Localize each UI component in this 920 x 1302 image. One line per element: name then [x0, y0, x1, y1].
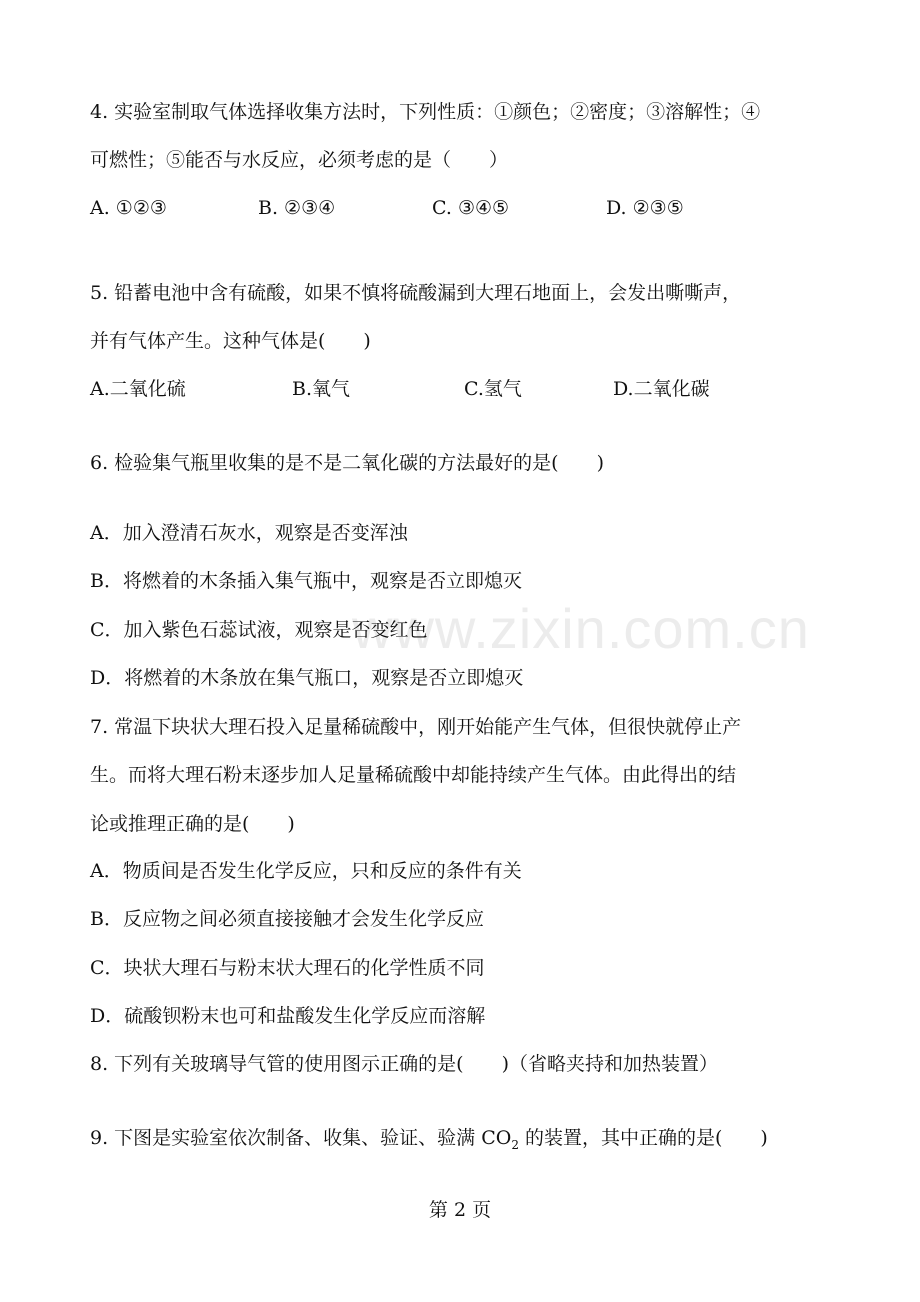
q4-line1: 4. 实验室制取气体选择收集方法时，下列性质：①颜色；②密度；③溶解性；④: [90, 101, 761, 123]
q9-text-after: 的装置，其中正确的是( ): [518, 1127, 768, 1149]
q9-line1: [90, 1124, 768, 1159]
q7-option-a: A．物质间是否发生化学反应，只和反应的条件有关: [90, 860, 522, 882]
page-number: 第 2 页: [428, 1199, 492, 1221]
q6-option-b: B．将燃着的木条插入集气瓶中，观察是否立即熄灭: [90, 570, 522, 592]
q7-line2: 生。而将大理石粉末逐步加人足量稀硫酸中却能持续产生气体。由此得出的结: [90, 764, 737, 786]
q4-option-b: B. ②③④: [258, 197, 336, 219]
q7-option-d: D．硫酸钡粉末也可和盐酸发生化学反应而溶解: [90, 1005, 486, 1027]
q4-option-c: C. ③④⑤: [432, 197, 510, 219]
q5-line1: 5. 铅蓄电池中含有硫酸，如果不慎将硫酸漏到大理石地面上，会发出嘶嘶声，: [90, 282, 742, 304]
q5-option-c: C.氢气: [464, 378, 522, 400]
q8-line1: 8. 下列有关玻璃导气管的使用图示正确的是( )（省略夹持和加热装置）: [90, 1053, 718, 1075]
q4-line2: 可燃性；⑤能否与水反应，必须考虑的是（ ）: [90, 149, 509, 171]
q9-subscript: 2: [511, 1137, 519, 1152]
q4-option-d: D. ②③⑤: [606, 197, 684, 219]
q6-option-a: A．加入澄清石灰水，观察是否变浑浊: [90, 522, 408, 544]
q6-line1: 6. 检验集气瓶里收集的是不是二氧化碳的方法最好的是( ): [90, 452, 604, 474]
q7-line3: 论或推理正确的是( ): [90, 813, 295, 835]
q4-option-a: A. ①②③: [90, 197, 167, 219]
q5-option-d: D.二氧化碳: [613, 378, 710, 400]
q5-option-b: B.氧气: [292, 378, 351, 400]
q7-option-c: C．块状大理石与粉末状大理石的化学性质不同: [90, 957, 485, 979]
q9-text-before: 9. 下图是实验室依次制备、收集、验证、验满 CO: [90, 1127, 512, 1149]
q7-option-b: B．反应物之间必须直接接触才会发生化学反应: [90, 908, 484, 930]
watermark: www.zixin.com.cn: [352, 597, 810, 660]
q6-option-d: D．将燃着的木条放在集气瓶口，观察是否立即熄灭: [90, 667, 524, 689]
q5-line2: 并有气体产生。这种气体是( ): [90, 330, 371, 352]
q6-option-c: C．加入紫色石蕊试液，观察是否变红色: [90, 619, 428, 641]
q5-option-a: A.二氧化硫: [90, 378, 186, 400]
q7-line1: 7. 常温下块状大理石投入足量稀硫酸中，刚开始能产生气体，但很快就停止产: [90, 716, 742, 738]
